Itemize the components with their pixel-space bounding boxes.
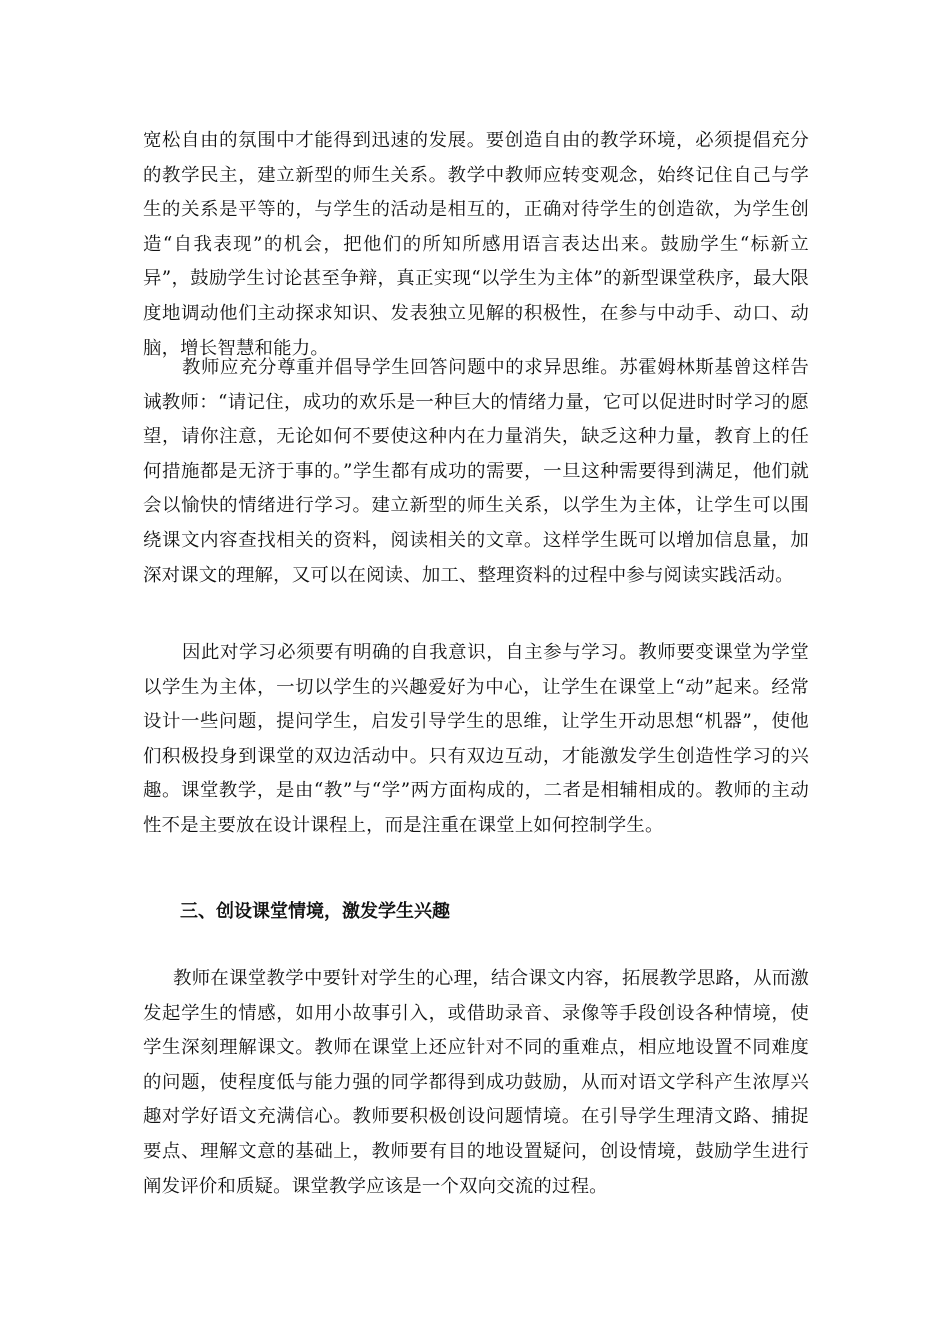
paragraph-continuation: 宽松自由的氛围中才能得到迅速的发展。要创造自由的教学环境，必须提倡充分的教学民主，建立新型的师生关系。教学中教师应转变观念，始终记住自己与学生的关系是平等的，与学生的活动是相互的，正确对待学生的创造欲，为学生创造“自我表现”的机会，把他们的所知所感用语言表达出来。鼓励学生“标新立异”，鼓励学生讨论甚至争辩，真正实现“以学生为主体”的新型课堂秩序，最大限度地调动他们主动探求知识、发表独立见解的积极性，在参与中动手、动口、动脑，增长智慧和能力。 (143, 130, 809, 359)
paragraph-classroom-scenarios: 教师在课堂教学中要针对学生的心理，结合课文内容，拓展教学思路，从而激发起学生的情感，如用小故事引入，或借助录音、录像等手段创设各种情境，使学生深刻理解课文。教师在课堂上还应针对不同的重难点，相应地设置不同难度的问题，使程度低与能力强的同学都得到成功鼓励，从而对语文学科产生浓厚兴趣对学好语文充满信心。教师要积极创设问题情境。在引导学生理清文路、捕捉要点、理解文意的基础上，教师要有目的地设置疑问，创设情境，鼓励学生进行阐发评价和质疑。课堂教学应该是一个双向交流的过程。 (143, 968, 809, 1197)
paragraph-self-awareness: 因此对学习必须要有明确的自我意识，自主参与学习。教师要变课堂为学堂以学生为主体，一切以学生的兴趣爱好为中心，让学生在课堂上“动”起来。经常设计一些问题，提问学生，启发引导学生的思维，让学生开动思想“机器”，使他们积极投身到课堂的双边活动中。只有双边互动，才能激发学生创造性学习的兴趣。课堂教学，是由“教”与“学”两方面构成的，二者是相辅相成的。教师的主动性不是主要放在设计课程上，而是注重在课堂上如何控制学生。 (143, 642, 809, 836)
section-heading: 三、创设课堂情境，激发学生兴趣 (180, 901, 450, 922)
paragraph-encouraging-thinking: 教师应充分尊重并倡导学生回答问题中的求异思维。苏霍姆林斯基曾这样告诫教师：“请记住，成功的欢乐是一种巨大的情绪力量，它可以促进时时学习的愿望，请你注意，无论如何不要使这种内在力量消失，缺乏这种力量，教育上的任何措施都是无济于事的。”学生都有成功的需要，一旦这种需要得到满足，他们就会以愉快的情绪进行学习。建立新型的师生关系，以学生为主体，让学生可以围绕课文内容查找相关的资料，阅读相关的文章。这样学生既可以增加信息量，加深对课文的理解，又可以在阅读、加工、整理资料的过程中参与阅读实践活动。 (143, 357, 809, 586)
